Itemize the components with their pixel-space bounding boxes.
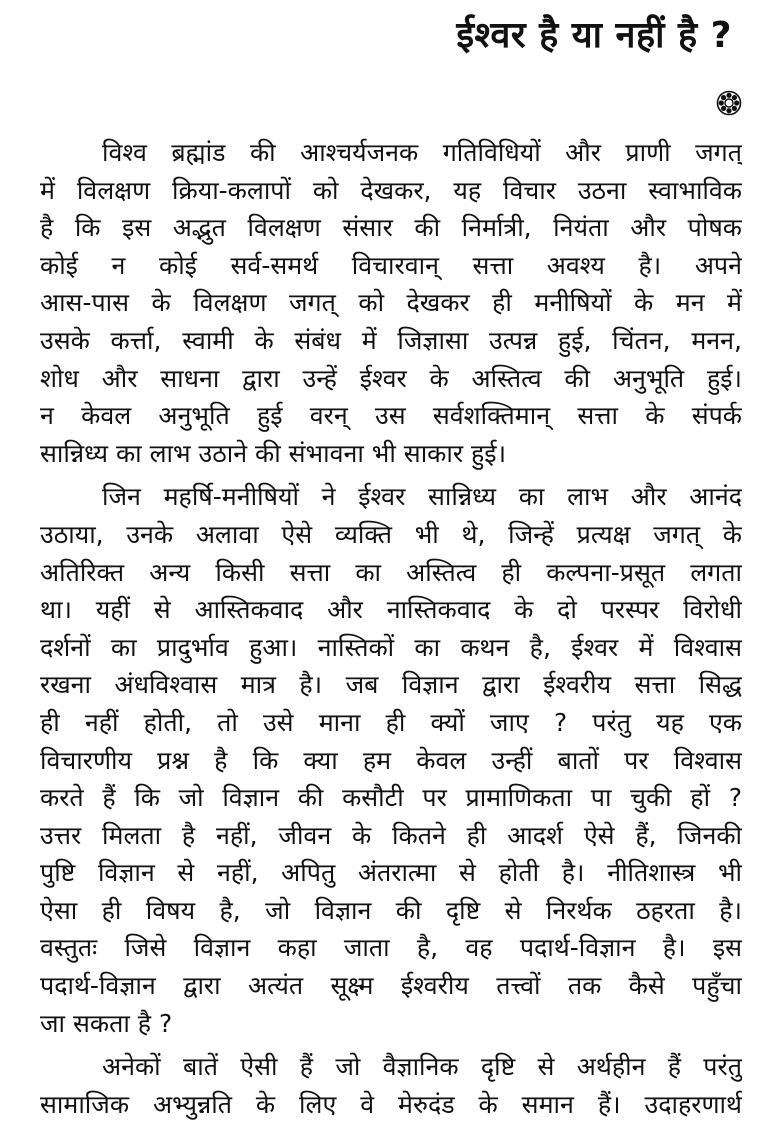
flower-ornament-icon (716, 90, 742, 116)
text-line: करते हैं कि जो विज्ञान की कसौटी पर प्रामाणिकता पा चुकी हों ? (40, 783, 742, 813)
text-line: उठाया, उनके अलावा ऐसे व्यक्ति भी थे, जिन्हें प्रत्यक्ष जगत् के (40, 519, 742, 549)
body-text (40, 134, 742, 1129)
text-line: रखना अंधविश्वास मात्र है। जब विज्ञान द्वारा ईश्वरीय सत्ता सिद्ध (40, 670, 742, 700)
text-line: न केवल अनुभूति हुई वरन् उस सर्वशक्तिमान् सत्ता के संपर्क (40, 401, 742, 431)
text-line: विचारणीय प्रश्न है कि क्या हम केवल उन्हीं बातों पर विश्वास (40, 745, 742, 775)
text-line: सामाजिक अभ्युन्नति के लिए वे मेरुदंड के समान हैं। उदाहरणार्थ (40, 1089, 742, 1119)
text-line: पुष्टि विज्ञान से नहीं, अपितु अंतरात्मा से होती है। नीतिशास्त्र भी (40, 858, 742, 888)
text-line: अनेकों बातें ऐसी हैं जो वैज्ञानिक दृष्टि से अर्थहीन हैं परंतु (102, 1052, 742, 1082)
paragraph-3 (40, 1048, 742, 1123)
text-line: आस-पास के विलक्षण जगत् को देखकर ही मनीषियों के मन में (40, 288, 742, 318)
text-line: है कि इस अद्भुत विलक्षण संसार की निर्मात्री, नियंता और पोषक (40, 213, 742, 243)
text-line: उत्तर मिलता है नहीं, जीवन के कितने ही आदर्श ऐसे हैं, जिनकी (40, 820, 742, 850)
text-line: जा सकता है ? (40, 1008, 173, 1038)
page-title: ईश्वर है या नहीं है ? (456, 15, 732, 56)
text-line: जिन महर्षि-मनीषियों ने ईश्वर सान्निध्य का लाभ और आनंद (102, 482, 742, 512)
paragraph-2 (40, 478, 742, 1042)
text-line: था। यहीं से आस्तिकवाद और नास्तिकवाद के दो परस्पर विरोधी (40, 595, 742, 625)
text-line: कोई न कोई सर्व-समर्थ विचारवान् सत्ता अवश्य है। अपने (40, 250, 742, 280)
text-line: उसके कर्त्ता, स्वामी के संबंध में जिज्ञासा उत्पन्न हुई, चिंतन, मनन, (40, 325, 742, 355)
text-line: वस्तुतः जिसे विज्ञान कहा जाता है, वह पदार्थ-विज्ञान है। इस (40, 933, 742, 963)
text-line: शोध और साधना द्वारा उन्हें ईश्वर के अस्तित्व की अनुभूति हुई। (40, 363, 742, 393)
text-line: ही नहीं होती, तो उसे माना ही क्यों जाए ? परंतु यह एक (40, 707, 742, 737)
text-line: ऐसा ही विषय है, जो विज्ञान की दृष्टि से निरर्थक ठहरता है। (40, 895, 742, 925)
text-line: में विलक्षण क्रिया-कलापों को देखकर, यह विचार उठना स्वाभाविक (40, 175, 742, 205)
text-line: सान्निध्य का लाभ उठाने की संभावना भी साकार हुई। (40, 438, 507, 468)
text-line: विश्व ब्रह्मांड की आश्चर्यजनक गतिविधियों और प्राणी जगत् (102, 138, 742, 167)
text-line: पदार्थ-विज्ञान द्वारा अत्यंत सूक्ष्म ईश्वरीय तत्त्वों तक कैसे पहुँचा (40, 971, 742, 1001)
paragraph-1 (40, 134, 742, 472)
text-line: अतिरिक्त अन्य किसी सत्ता का अस्तित्व ही कल्पना-प्रसूत लगता (40, 557, 742, 587)
text-line: दर्शनों का प्रादुर्भाव हुआ। नास्तिकों का कथन है, ईश्वर में विश्वास (40, 632, 742, 662)
